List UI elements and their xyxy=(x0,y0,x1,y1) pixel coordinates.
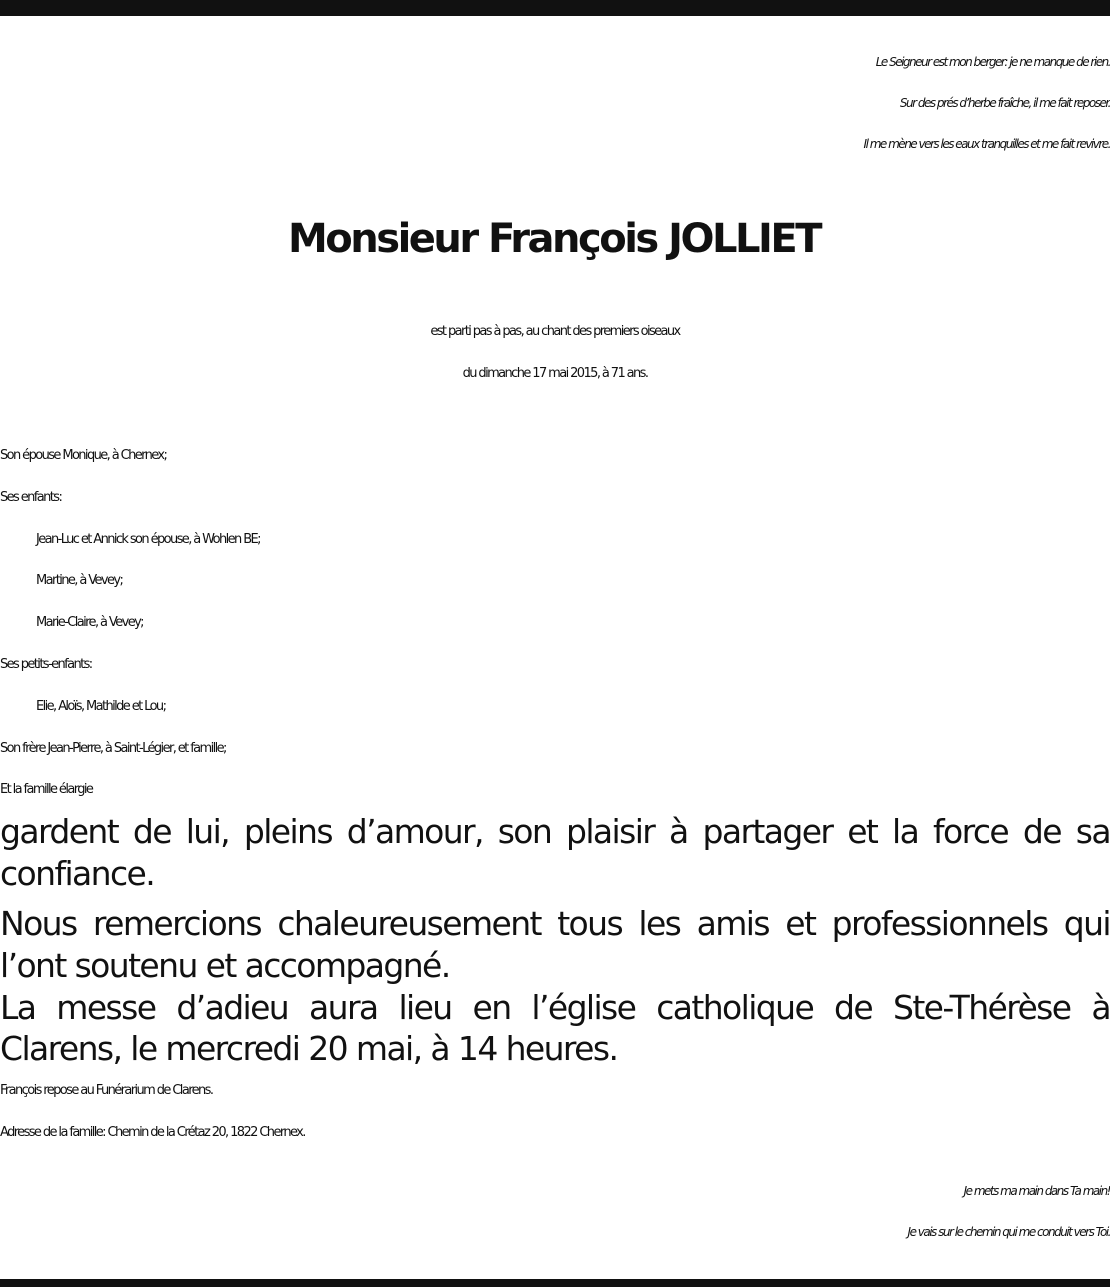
announcement-line-1: est parti pas à pas, au chant des premiers oiseaux xyxy=(430,324,680,339)
child-entry: Martine, à Vevey; xyxy=(36,573,123,589)
child-entry: Marie-Claire, à Vevey; xyxy=(36,615,143,631)
bottom-border-rule xyxy=(0,1279,1110,1287)
child-entry: Jean-Luc et Annick son épouse, à Wohlen BE; xyxy=(36,531,260,547)
funeral-mass-paragraph: La messe d’adieu aura lieu en l’église catholique de Ste-Thérèse à Clarens, le mercredi 20 mai, à 14 heures. xyxy=(0,987,1110,1069)
closing-prayer-verse xyxy=(0,1171,1110,1253)
family-list xyxy=(0,435,1110,895)
spouse-line: Son épouse Monique, à Chernex; xyxy=(0,448,167,463)
family-address-line: Adresse de la famille: Chemin de la Crétaz 20, 1822 Chernex. xyxy=(0,1124,305,1140)
grandchildren-entry: Elie, Aloïs, Mathilde et Lou; xyxy=(36,698,166,714)
deceased-name-heading: Monsieur François JOLLIET xyxy=(288,216,820,262)
opening-psalm-verse xyxy=(0,42,1110,165)
brother-line: Son frère Jean-Pierre, à Saint-Légier, et famille; xyxy=(0,740,226,756)
prayer-line-1: Je mets ma main dans Ta main! xyxy=(963,1184,1110,1198)
top-border-rule xyxy=(0,0,1110,16)
psalm-line-2: Sur des prés d’herbe fraîche, il me fait reposer. xyxy=(899,96,1110,110)
memory-paragraph: gardent de lui, pleins d’amour, son plaisir à partager et la force de sa confiance. xyxy=(0,812,1110,893)
psalm-line-3: Il me mène vers les eaux tranquilles et me fait revivre. xyxy=(863,137,1110,151)
thanks-paragraph: Nous remercions chaleureusement tous les amis et professionnels qui l’ont soutenu et accompagné. xyxy=(0,904,1110,985)
psalm-line-1: Le Seigneur est mon berger: je ne manque de rien. xyxy=(875,55,1110,69)
repose-line: François repose au Funérarium de Clarens. xyxy=(0,1083,213,1099)
extended-family-line: Et la famille élargie xyxy=(0,782,93,798)
children-heading: Ses enfants: xyxy=(0,489,62,505)
death-announcement xyxy=(0,311,1110,395)
closing-information xyxy=(0,903,1110,1154)
announcement-line-2: du dimanche 17 mai 2015, à 71 ans. xyxy=(462,366,648,381)
prayer-line-2: Je vais sur le chemin qui me conduit vers Toi. xyxy=(907,1225,1110,1239)
grandchildren-heading: Ses petits-enfants: xyxy=(0,656,92,672)
